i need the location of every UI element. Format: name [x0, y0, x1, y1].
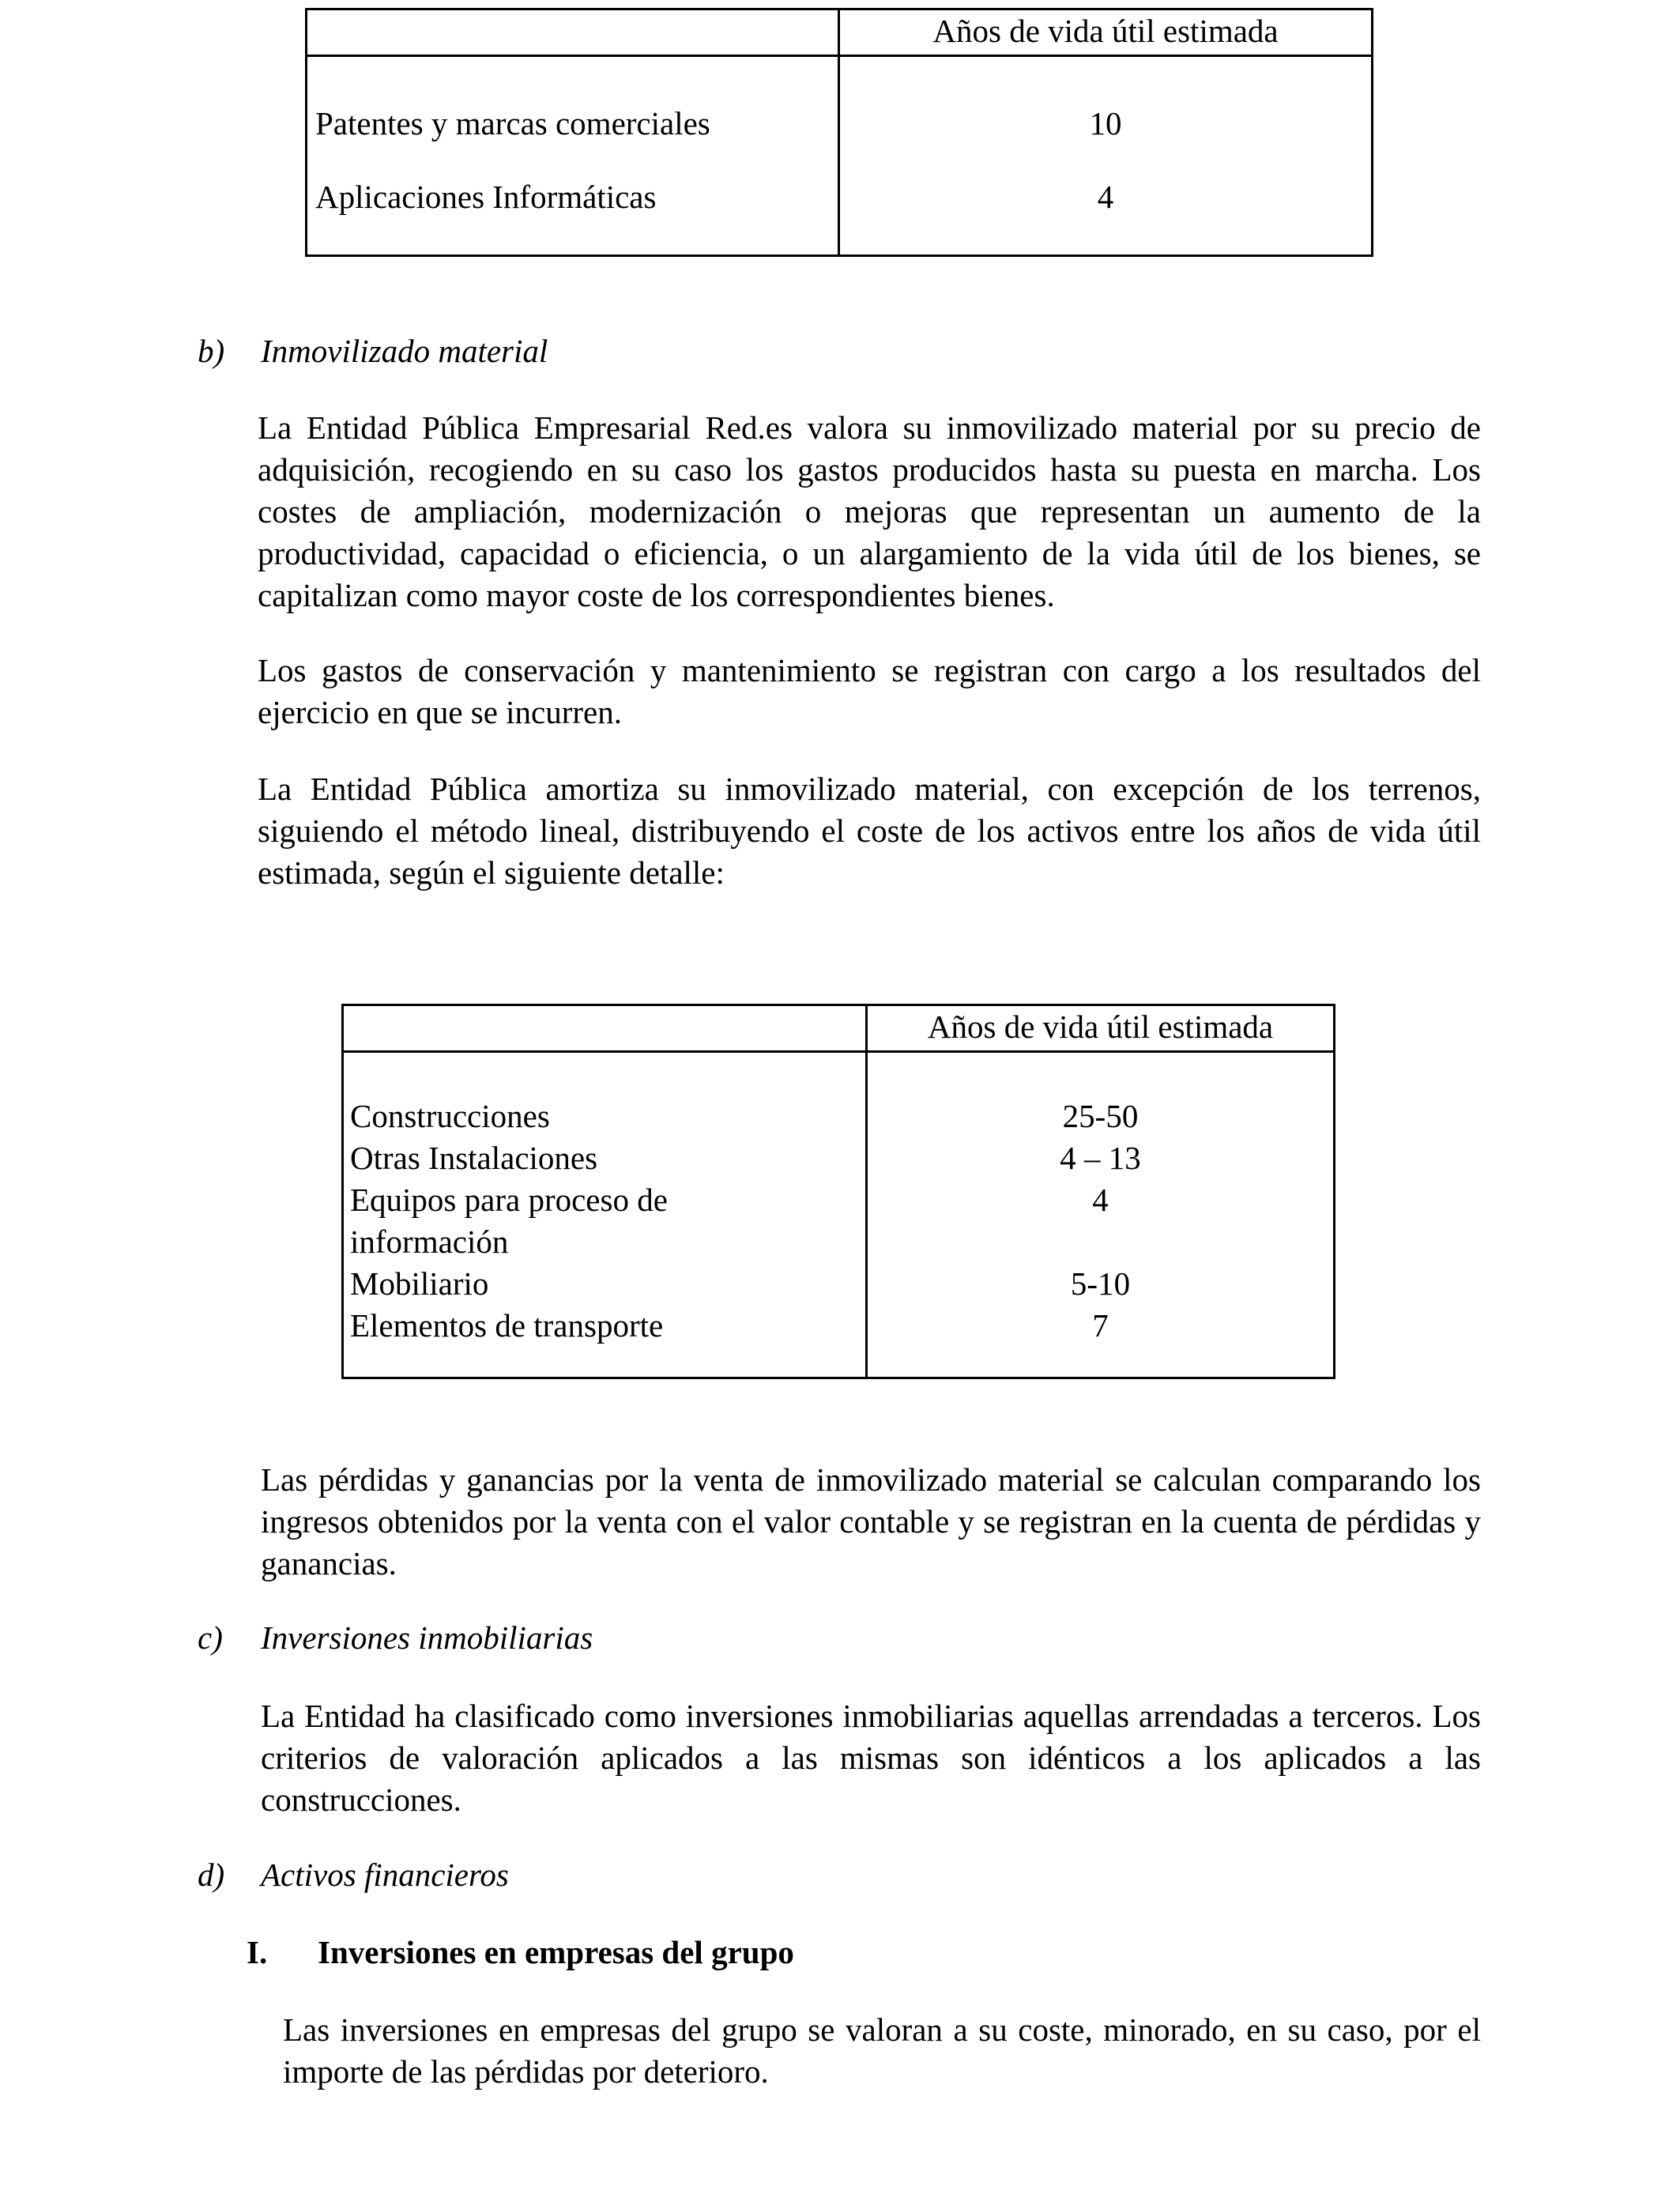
table-header: Años de vida útil estimada: [839, 9, 1373, 56]
table-header-empty: [307, 9, 839, 56]
subsection-marker: I.: [247, 1934, 268, 1970]
paragraph: La Entidad Pública Empresarial Red.es valora su inmovilizado material por su precio de adquisición, recogiendo en su caso los gastos producidos hasta su puesta en marcha. Los costes de ampliación, modernización o mejoras que representan un aumento de la productividad, capacidad o eficiencia, o un alargamiento de la vida útil de los bienes, se capitalizan como mayor coste de los correspondientes bienes.: [258, 409, 1481, 613]
section-marker: d): [198, 1857, 225, 1893]
paragraph: La Entidad Pública amortiza su inmovilizado material, con excepción de los terrenos, siguiendo el método lineal, distribuyendo el coste de los activos entre los años de vida útil estimada, según el siguiente detalle:: [258, 771, 1481, 891]
section-c-heading: [198, 1617, 593, 1659]
useful-life-table-intangible: [305, 8, 1373, 257]
section-d-heading: [198, 1854, 509, 1896]
table-row-value: 5-10: [1070, 1265, 1131, 1302]
section-title: Inversiones inmobiliarias: [261, 1619, 593, 1656]
table-row-value: 7: [1092, 1307, 1109, 1344]
table-row-label: Elementos de transporte: [350, 1307, 664, 1344]
paragraph: Las pérdidas y ganancias por la venta de inmovilizado material se calculan comparando los ingresos obtenidos por la venta con el valor contable y se registran en la cuenta de pérdidas y ganancias.: [261, 1461, 1481, 1581]
section-marker: c): [198, 1619, 223, 1656]
table-row-value: 10: [1089, 105, 1122, 141]
table-row-label: Aplicaciones Informáticas: [315, 179, 657, 215]
section-title: Inmovilizado material: [261, 333, 548, 369]
table-labels-cell: [307, 56, 839, 256]
table-row-value: [868, 1221, 1333, 1263]
paragraph: Las inversiones en empresas del grupo se valoran a su coste, minorado, en su caso, por el importe de las pérdidas por deterioro.: [283, 2011, 1481, 2090]
table-header-empty: [343, 1005, 867, 1052]
subsection-title: Inversiones en empresas del grupo: [318, 1934, 794, 1970]
section-title: Activos financieros: [261, 1857, 509, 1893]
subsection-heading: [247, 1932, 794, 1973]
table-row-label: Patentes y marcas comerciales: [315, 105, 710, 141]
table-row-value: 25-50: [1062, 1098, 1139, 1134]
section-marker: b): [198, 333, 225, 369]
table-row-value: 4 – 13: [1060, 1140, 1141, 1176]
paragraph: La Entidad ha clasificado como inversiones inmobiliarias aquellas arrendadas a terceros. Los criterios de valoración aplicados a las mismas son idénticos a los aplicados a las construcciones.: [261, 1698, 1481, 1818]
useful-life-table-tangible: [341, 1004, 1335, 1379]
table-row-label: Equipos para proceso de: [350, 1182, 668, 1218]
section-b-heading: [198, 330, 548, 372]
table-values-cell: [867, 1052, 1335, 1378]
table-header: Años de vida útil estimada: [867, 1005, 1335, 1052]
table-values-cell: [839, 56, 1373, 256]
table-row-label: Mobiliario: [350, 1265, 489, 1302]
table-row-value: 4: [1092, 1182, 1109, 1218]
table-row-label: información: [350, 1223, 509, 1260]
table-labels-cell: [343, 1052, 867, 1378]
paragraph: Los gastos de conservación y mantenimiento se registran con cargo a los resultados del ejercicio en que se incurren.: [258, 652, 1481, 730]
table-row-value: 4: [1097, 179, 1114, 215]
table-row-label: Construcciones: [350, 1098, 550, 1134]
table-row-label: Otras Instalaciones: [350, 1140, 598, 1176]
